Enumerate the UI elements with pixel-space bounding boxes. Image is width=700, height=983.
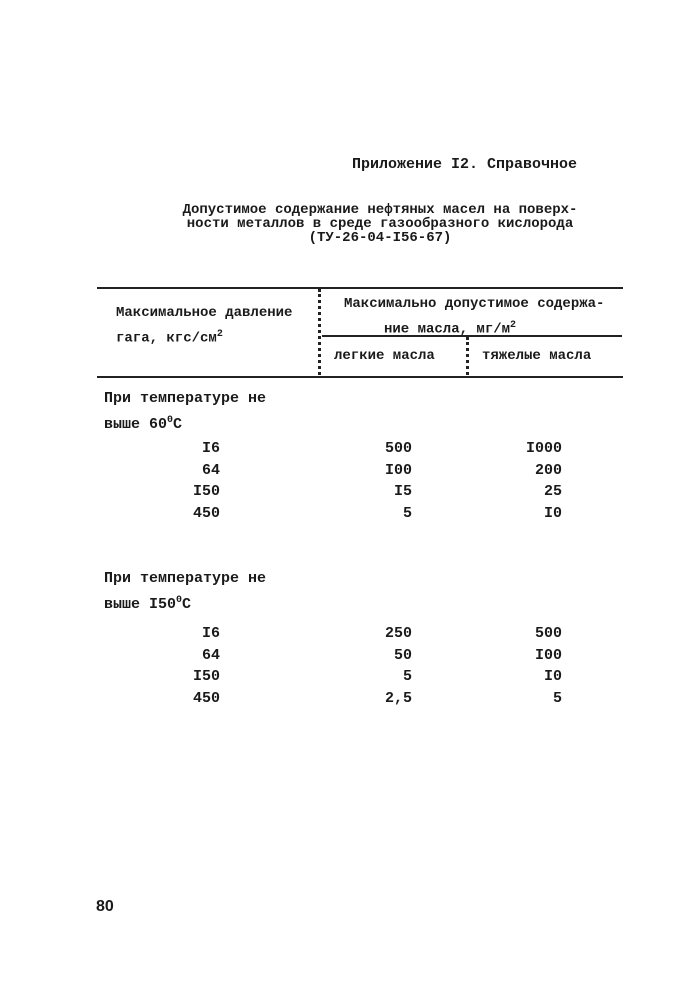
heavy-oil-value: 25 <box>543 483 562 500</box>
light-oil-value: 5 <box>402 505 412 522</box>
heavy-oil-value: I000 <box>525 440 562 457</box>
heavy-oil-value: 200 <box>534 462 562 479</box>
light-oils-header: легкие масла <box>334 348 435 364</box>
title-line-2: ности металлов в среде газообразного кислорода <box>186 216 574 232</box>
light-oil-value: 500 <box>384 440 412 457</box>
pressure-value: 64 <box>201 462 220 479</box>
light-oil-value: 250 <box>384 625 412 642</box>
pressure-value: I50 <box>192 668 220 685</box>
light-oil-value: I00 <box>384 462 412 479</box>
document-title <box>160 203 600 245</box>
light-oil-value: 5 <box>402 668 412 685</box>
table-header-bottom-rule <box>97 376 623 378</box>
section-label-150: При температуре не выше $I50^0С$ <box>104 570 267 613</box>
pressure-value: I50 <box>192 483 220 500</box>
column-divider <box>318 289 321 375</box>
heavy-oils-header: тяжелые масла <box>482 348 592 364</box>
section-label-60: При температуре не выше $60^0С$ <box>104 390 267 433</box>
pressure-column-header: Максимальное давление гага, кгс/$см^2$ <box>116 305 293 347</box>
subcolumn-divider <box>466 337 469 375</box>
pressure-value: 450 <box>192 690 220 707</box>
title-line-1: Допустимое содержание нефтяных масел на поверх- <box>182 202 578 218</box>
pressure-value: I6 <box>201 625 220 642</box>
light-oil-value: 50 <box>393 647 412 664</box>
light-oil-value: I5 <box>393 483 412 500</box>
heavy-oil-value: I00 <box>534 647 562 664</box>
heavy-oil-value: 5 <box>552 690 562 707</box>
pressure-value: I6 <box>201 440 220 457</box>
heavy-oil-value: I0 <box>543 668 562 685</box>
heavy-oil-value: I0 <box>543 505 562 522</box>
table-top-rule <box>97 287 623 289</box>
max-content-group-header: Максимально допустимое содержа- ние масла, $мг/м^2$ <box>344 296 605 338</box>
page-number: 80 <box>96 898 114 915</box>
light-oil-value: 2,5 <box>384 690 412 707</box>
heavy-oil-value: 500 <box>534 625 562 642</box>
pressure-value: 64 <box>201 647 220 664</box>
appendix-label: Приложение I2. Справочное <box>352 156 578 173</box>
pressure-value: 450 <box>192 505 220 522</box>
title-line-3: (ТУ-26-04-I56-67) <box>308 230 452 246</box>
